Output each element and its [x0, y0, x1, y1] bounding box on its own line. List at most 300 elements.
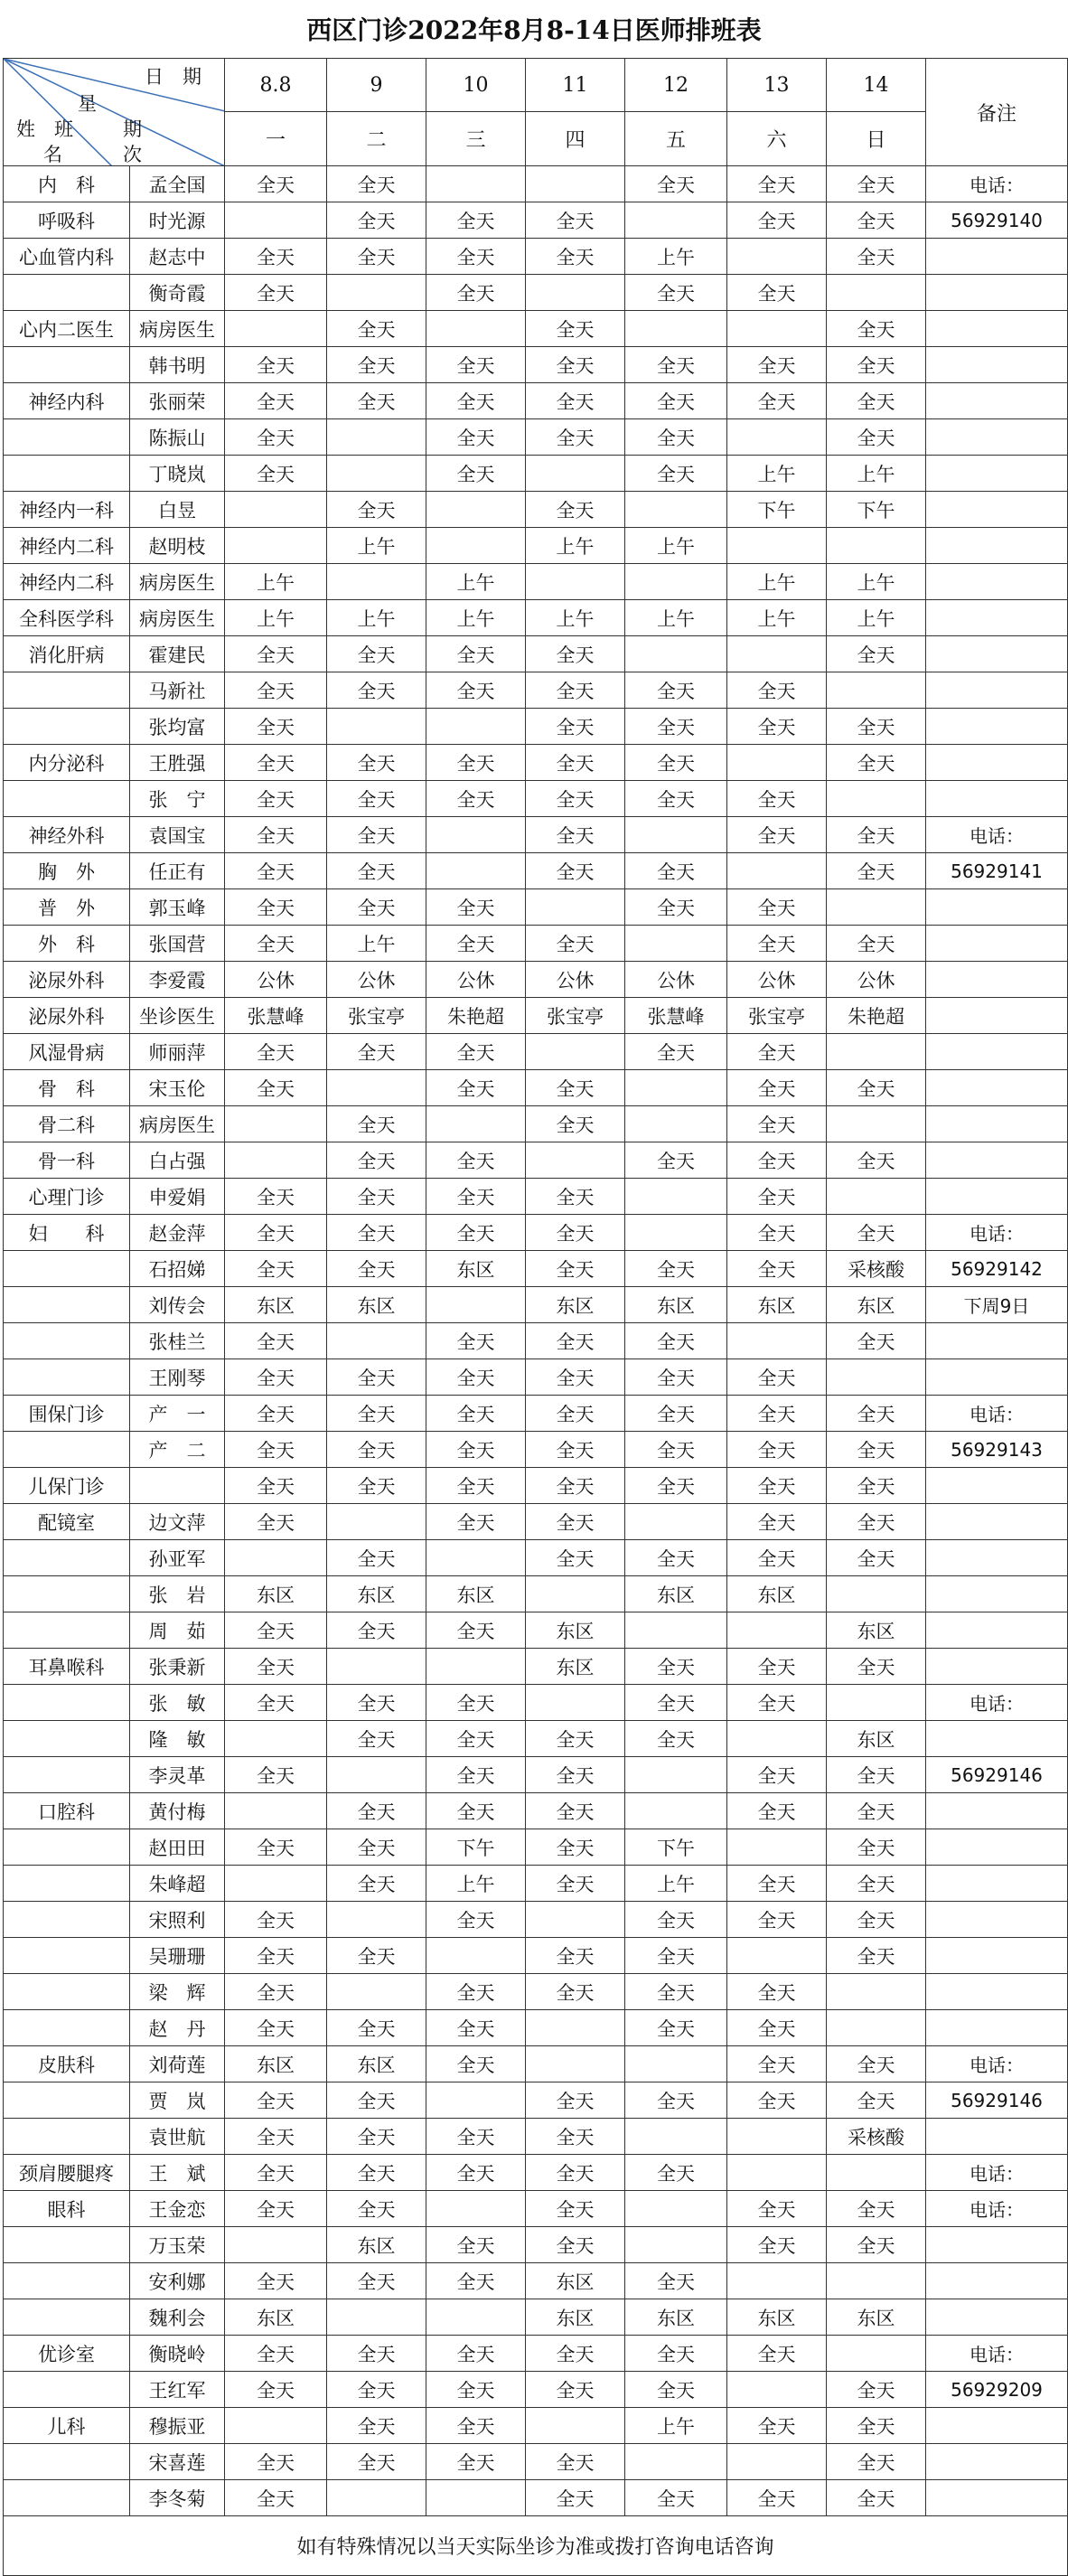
shift-cell: 全天: [827, 239, 926, 275]
remark-cell: 电话：: [926, 1685, 1068, 1721]
shift-cell: 全天: [225, 2336, 327, 2372]
shift-cell: 全天: [426, 745, 526, 781]
shift-cell: [827, 1179, 926, 1215]
shift-cell: 全天: [327, 1685, 426, 1721]
shift-cell: 全天: [327, 1829, 426, 1866]
shift-cell: [827, 2336, 926, 2372]
shift-cell: 全天: [225, 2444, 327, 2480]
department-cell: [4, 1974, 130, 2010]
shift-cell: 全天: [727, 1540, 827, 1576]
shift-cell: 全天: [426, 2372, 526, 2408]
shift-cell: 全天: [526, 1793, 625, 1829]
shift-cell: 全天: [327, 817, 426, 853]
department-cell: 神经外科: [4, 817, 130, 853]
shift-cell: 全天: [327, 781, 426, 817]
shift-cell: 全天: [327, 2155, 426, 2191]
shift-cell: [327, 275, 426, 311]
shift-cell: 全天: [225, 2082, 327, 2119]
shift-cell: 全天: [327, 1034, 426, 1070]
shift-cell: [827, 672, 926, 709]
department-cell: [4, 2444, 130, 2480]
department-cell: [4, 1287, 130, 1323]
shift-cell: 上午: [225, 600, 327, 636]
shift-cell: 全天: [225, 419, 327, 456]
shift-cell: 全天: [827, 1504, 926, 1540]
shift-cell: 全天: [827, 1432, 926, 1468]
shift-cell: 全天: [727, 926, 827, 962]
shift-cell: 全天: [327, 672, 426, 709]
shift-cell: 全天: [727, 1685, 827, 1721]
shift-cell: 张宝亭: [526, 998, 625, 1034]
shift-cell: 东区: [827, 2299, 926, 2336]
shift-cell: 全天: [625, 745, 727, 781]
shift-cell: 全天: [526, 1179, 625, 1215]
shift-cell: [225, 528, 327, 564]
shift-cell: 全天: [426, 2046, 526, 2082]
shift-cell: 全天: [526, 1468, 625, 1504]
schedule-row: [4, 528, 1068, 564]
shift-cell: 全天: [827, 2480, 926, 2516]
department-cell: [4, 419, 130, 456]
schedule-row: [4, 2119, 1068, 2155]
department-cell: [4, 1721, 130, 1757]
remark-cell: [926, 600, 1068, 636]
remark-cell: [926, 456, 1068, 492]
doctor-name-cell: 边文萍: [130, 1504, 225, 1540]
shift-cell: [625, 1106, 727, 1142]
schedule-row: [4, 2372, 1068, 2408]
shift-cell: 全天: [225, 2480, 327, 2516]
shift-cell: 张慧峰: [225, 998, 327, 1034]
shift-cell: [827, 1576, 926, 1612]
doctor-name-cell: 吴珊珊: [130, 1938, 225, 1974]
doctor-name-cell: 安利娜: [130, 2263, 225, 2299]
shift-cell: 朱艳超: [827, 998, 926, 1034]
weekday-header: 日: [827, 112, 926, 166]
shift-cell: [327, 1070, 426, 1106]
shift-cell: [727, 2372, 827, 2408]
shift-cell: 全天: [625, 2155, 727, 2191]
shift-cell: 全天: [727, 889, 827, 926]
shift-cell: 全天: [827, 709, 926, 745]
shift-cell: [426, 2299, 526, 2336]
shift-cell: 全天: [526, 1251, 625, 1287]
schedule-row: [4, 1540, 1068, 1576]
shift-cell: [225, 2227, 327, 2263]
remark-cell: [926, 1142, 1068, 1179]
shift-cell: [327, 1757, 426, 1793]
shift-cell: 全天: [526, 2444, 625, 2480]
doctor-name-cell: 张国营: [130, 926, 225, 962]
doctor-name-cell: 周 茹: [130, 1612, 225, 1649]
shift-cell: 东区: [526, 1287, 625, 1323]
shift-cell: [225, 1142, 327, 1179]
remark-cell: [926, 998, 1068, 1034]
shift-cell: 全天: [727, 202, 827, 239]
shift-cell: 全天: [827, 1829, 926, 1866]
schedule-row: [4, 2299, 1068, 2336]
schedule-row: [4, 636, 1068, 672]
shift-cell: 全天: [426, 672, 526, 709]
shift-cell: 全天: [327, 1938, 426, 1974]
shift-cell: 全天: [225, 1829, 327, 1866]
department-cell: 骨一科: [4, 1142, 130, 1179]
department-cell: 神经内二科: [4, 564, 130, 600]
shift-cell: [526, 275, 625, 311]
shift-cell: [526, 1034, 625, 1070]
shift-cell: [526, 1902, 625, 1938]
shift-cell: 全天: [827, 1649, 926, 1685]
department-cell: [4, 2372, 130, 2408]
shift-cell: 全天: [426, 347, 526, 383]
weekday-header: 五: [625, 112, 727, 166]
shift-cell: [727, 2263, 827, 2299]
shift-cell: 全天: [727, 1215, 827, 1251]
shift-cell: 全天: [625, 1468, 727, 1504]
shift-cell: 全天: [327, 2444, 426, 2480]
shift-cell: 全天: [327, 1866, 426, 1902]
shift-cell: 全天: [225, 1938, 327, 1974]
shift-cell: 下午: [625, 1829, 727, 1866]
shift-cell: 全天: [526, 2480, 625, 2516]
shift-cell: 全天: [327, 383, 426, 419]
shift-cell: 全天: [727, 1396, 827, 1432]
shift-cell: 全天: [625, 889, 727, 926]
shift-cell: 全天: [625, 1142, 727, 1179]
shift-cell: [225, 311, 327, 347]
department-cell: [4, 2299, 130, 2336]
shift-cell: 全天: [526, 781, 625, 817]
schedule-row: [4, 456, 1068, 492]
shift-cell: 全天: [225, 1323, 327, 1359]
shift-cell: 全天: [827, 1866, 926, 1902]
schedule-row: [4, 1034, 1068, 1070]
shift-cell: 全天: [625, 1323, 727, 1359]
shift-cell: [225, 1721, 327, 1757]
shift-cell: 全天: [727, 2191, 827, 2227]
remark-cell: [926, 311, 1068, 347]
schedule-row: [4, 275, 1068, 311]
shift-cell: 全天: [225, 817, 327, 853]
shift-cell: 全天: [827, 166, 926, 202]
shift-cell: 全天: [327, 2263, 426, 2299]
schedule-row: [4, 672, 1068, 709]
doctor-name-cell: 赵金萍: [130, 1215, 225, 1251]
schedule-row: [4, 1504, 1068, 1540]
shift-cell: 全天: [827, 745, 926, 781]
department-cell: 泌尿外科: [4, 998, 130, 1034]
doctor-name-cell: 衡晓岭: [130, 2336, 225, 2372]
remark-cell: [926, 1070, 1068, 1106]
shift-cell: 全天: [526, 1938, 625, 1974]
shift-cell: 全天: [727, 275, 827, 311]
shift-cell: 全天: [526, 1974, 625, 2010]
shift-cell: 张宝亭: [327, 998, 426, 1034]
department-cell: 妇 科: [4, 1215, 130, 1251]
remark-cell: [926, 2444, 1068, 2480]
shift-cell: [327, 419, 426, 456]
remark-cell: [926, 275, 1068, 311]
shift-cell: 全天: [327, 1251, 426, 1287]
doctor-name-cell: 宋玉伦: [130, 1070, 225, 1106]
shift-cell: 全天: [727, 1359, 827, 1396]
shift-cell: 全天: [225, 853, 327, 889]
shift-cell: 全天: [727, 709, 827, 745]
department-cell: 颈肩腰腿疼: [4, 2155, 130, 2191]
department-cell: 耳鼻喉科: [4, 1649, 130, 1685]
shift-cell: 全天: [827, 347, 926, 383]
schedule-row: [4, 1685, 1068, 1721]
shift-cell: 全天: [426, 239, 526, 275]
shift-cell: 全天: [727, 2227, 827, 2263]
schedule-row: [4, 492, 1068, 528]
shift-cell: [625, 2191, 727, 2227]
shift-cell: 全天: [625, 275, 727, 311]
doctor-name-cell: 梁 辉: [130, 1974, 225, 2010]
doctor-name-cell: 陈振山: [130, 419, 225, 456]
shift-cell: 全天: [327, 2010, 426, 2046]
shift-cell: 全天: [625, 1432, 727, 1468]
shift-cell: 全天: [426, 1179, 526, 1215]
shift-cell: 全天: [526, 817, 625, 853]
shift-cell: [225, 202, 327, 239]
remark-cell: [926, 1106, 1068, 1142]
remark-cell: [926, 1793, 1068, 1829]
remark-cell: 56929146: [926, 2082, 1068, 2119]
shift-cell: [727, 745, 827, 781]
schedule-row: [4, 853, 1068, 889]
shift-cell: 采核酸: [827, 1251, 926, 1287]
shift-cell: 全天: [426, 275, 526, 311]
schedule-row: [4, 962, 1068, 998]
shift-cell: 全天: [625, 383, 727, 419]
schedule-row: [4, 202, 1068, 239]
department-cell: 皮肤科: [4, 2046, 130, 2082]
shift-cell: [327, 1504, 426, 1540]
shift-cell: 全天: [327, 2082, 426, 2119]
shift-cell: [625, 1504, 727, 1540]
shift-cell: 全天: [727, 1757, 827, 1793]
shift-cell: [526, 889, 625, 926]
remark-cell: [926, 1468, 1068, 1504]
shift-cell: 东区: [327, 1287, 426, 1323]
shift-cell: 全天: [327, 2408, 426, 2444]
shift-cell: 全天: [426, 456, 526, 492]
department-cell: [4, 709, 130, 745]
schedule-row: [4, 1902, 1068, 1938]
remark-cell: [926, 383, 1068, 419]
shift-cell: 东区: [827, 1612, 926, 1649]
date-header: 11: [526, 59, 625, 112]
shift-cell: 全天: [625, 1251, 727, 1287]
department-cell: [4, 2480, 130, 2516]
shift-cell: 公休: [225, 962, 327, 998]
shift-cell: 东区: [327, 1576, 426, 1612]
remark-cell: 电话：: [926, 1215, 1068, 1251]
remark-cell: [926, 1866, 1068, 1902]
schedule-row: [4, 2336, 1068, 2372]
shift-cell: 全天: [625, 1974, 727, 2010]
shift-cell: 全天: [625, 1359, 727, 1396]
remark-cell: [926, 1721, 1068, 1757]
shift-cell: 全天: [827, 817, 926, 853]
shift-cell: [327, 1323, 426, 1359]
remark-cell: 56929142: [926, 1251, 1068, 1287]
shift-cell: 全天: [327, 2336, 426, 2372]
shift-cell: 全天: [526, 1540, 625, 1576]
shift-cell: [526, 456, 625, 492]
shift-cell: [426, 853, 526, 889]
doctor-name-cell: 孟全国: [130, 166, 225, 202]
shift-cell: 东区: [625, 1576, 727, 1612]
schedule-row: [4, 1649, 1068, 1685]
doctor-name-cell: 衡奇霞: [130, 275, 225, 311]
shift-cell: 全天: [426, 1396, 526, 1432]
doctor-name-cell: 霍建民: [130, 636, 225, 672]
shift-cell: [727, 2119, 827, 2155]
doctor-name-cell: 时光源: [130, 202, 225, 239]
schedule-row: [4, 1359, 1068, 1396]
doctor-name-cell: 张桂兰: [130, 1323, 225, 1359]
shift-cell: 全天: [727, 1034, 827, 1070]
doctor-name-cell: 刘荷莲: [130, 2046, 225, 2082]
shift-cell: 全天: [426, 1323, 526, 1359]
shift-cell: 全天: [526, 2227, 625, 2263]
shift-cell: [827, 1034, 926, 1070]
shift-cell: 全天: [625, 347, 727, 383]
shift-cell: 全天: [426, 889, 526, 926]
schedule-row: [4, 2155, 1068, 2191]
doctor-name-cell: 韩书明: [130, 347, 225, 383]
shift-cell: [727, 1829, 827, 1866]
doctor-name-cell: 隆 敏: [130, 1721, 225, 1757]
shift-cell: 全天: [225, 275, 327, 311]
shift-cell: 东区: [727, 1287, 827, 1323]
shift-cell: 全天: [827, 1938, 926, 1974]
doctor-name-cell: 王 斌: [130, 2155, 225, 2191]
remark-cell: [926, 1323, 1068, 1359]
department-cell: [4, 347, 130, 383]
shift-cell: [625, 1179, 727, 1215]
shift-cell: 全天: [327, 311, 426, 347]
doctor-name-cell: 张均富: [130, 709, 225, 745]
shift-cell: 东区: [327, 2046, 426, 2082]
department-cell: [4, 1432, 130, 1468]
department-cell: [4, 1251, 130, 1287]
remark-cell: [926, 1649, 1068, 1685]
shift-cell: 全天: [327, 166, 426, 202]
shift-cell: [426, 2082, 526, 2119]
shift-cell: 全天: [327, 2372, 426, 2408]
shift-cell: 东区: [526, 1612, 625, 1649]
doctor-name-cell: 赵明枝: [130, 528, 225, 564]
shift-cell: [727, 1612, 827, 1649]
remark-cell: [926, 636, 1068, 672]
schedule-row: [4, 1179, 1068, 1215]
doctor-name-cell: 任正有: [130, 853, 225, 889]
remark-cell: [926, 1179, 1068, 1215]
department-cell: [4, 2227, 130, 2263]
shift-cell: [426, 166, 526, 202]
shift-cell: [827, 781, 926, 817]
shift-cell: [727, 311, 827, 347]
schedule-row: [4, 311, 1068, 347]
department-cell: 呼吸科: [4, 202, 130, 239]
shift-cell: 全天: [225, 1251, 327, 1287]
remark-cell: [926, 2263, 1068, 2299]
schedule-row: [4, 2227, 1068, 2263]
schedule-row: [4, 2263, 1068, 2299]
shift-cell: 全天: [625, 419, 727, 456]
shift-cell: 全天: [426, 2263, 526, 2299]
shift-cell: 上午: [727, 456, 827, 492]
shift-cell: 全天: [426, 2155, 526, 2191]
department-cell: 骨 科: [4, 1070, 130, 1106]
shift-cell: 全天: [625, 166, 727, 202]
shift-cell: 全天: [625, 672, 727, 709]
shift-cell: 全天: [827, 1323, 926, 1359]
schedule-row: [4, 745, 1068, 781]
shift-cell: 全天: [426, 1504, 526, 1540]
shift-cell: [225, 1866, 327, 1902]
doctor-name-cell: 张 宁: [130, 781, 225, 817]
remark-cell: [926, 926, 1068, 962]
schedule-row: [4, 817, 1068, 853]
schedule-row: [4, 1612, 1068, 1649]
shift-cell: 全天: [327, 2119, 426, 2155]
shift-cell: 全天: [225, 383, 327, 419]
shift-cell: 下午: [426, 1829, 526, 1866]
corner-date-label: 日 期: [145, 66, 201, 88]
shift-cell: [426, 1106, 526, 1142]
doctor-name-cell: 产 二: [130, 1432, 225, 1468]
shift-cell: 东区: [727, 1576, 827, 1612]
shift-cell: 上午: [526, 600, 625, 636]
department-cell: 消化肝病: [4, 636, 130, 672]
shift-cell: 上午: [426, 600, 526, 636]
shift-cell: 全天: [426, 2010, 526, 2046]
shift-cell: 全天: [827, 419, 926, 456]
shift-cell: [625, 311, 727, 347]
shift-cell: 全天: [225, 1902, 327, 1938]
shift-cell: [727, 239, 827, 275]
shift-cell: 全天: [426, 1034, 526, 1070]
shift-cell: 全天: [526, 202, 625, 239]
shift-cell: [727, 2444, 827, 2480]
shift-cell: 上午: [526, 528, 625, 564]
doctor-name-cell: 袁国宝: [130, 817, 225, 853]
schedule-row: [4, 1468, 1068, 1504]
remark-cell: 电话：: [926, 817, 1068, 853]
schedule-row: [4, 781, 1068, 817]
doctor-name-cell: 王刚琴: [130, 1359, 225, 1396]
header-corner: [4, 59, 225, 166]
shift-cell: 全天: [225, 636, 327, 672]
shift-cell: 全天: [426, 2336, 526, 2372]
shift-cell: 下午: [727, 492, 827, 528]
department-cell: 心内二医生: [4, 311, 130, 347]
shift-cell: 全天: [727, 2082, 827, 2119]
schedule-row: [4, 1251, 1068, 1287]
shift-cell: 全天: [526, 239, 625, 275]
shift-cell: 全天: [625, 1396, 727, 1432]
shift-cell: 东区: [225, 1287, 327, 1323]
shift-cell: 东区: [827, 1287, 926, 1323]
schedule-row: [4, 1938, 1068, 1974]
remark-cell: [926, 2010, 1068, 2046]
shift-cell: [225, 1793, 327, 1829]
shift-cell: [625, 1070, 727, 1106]
